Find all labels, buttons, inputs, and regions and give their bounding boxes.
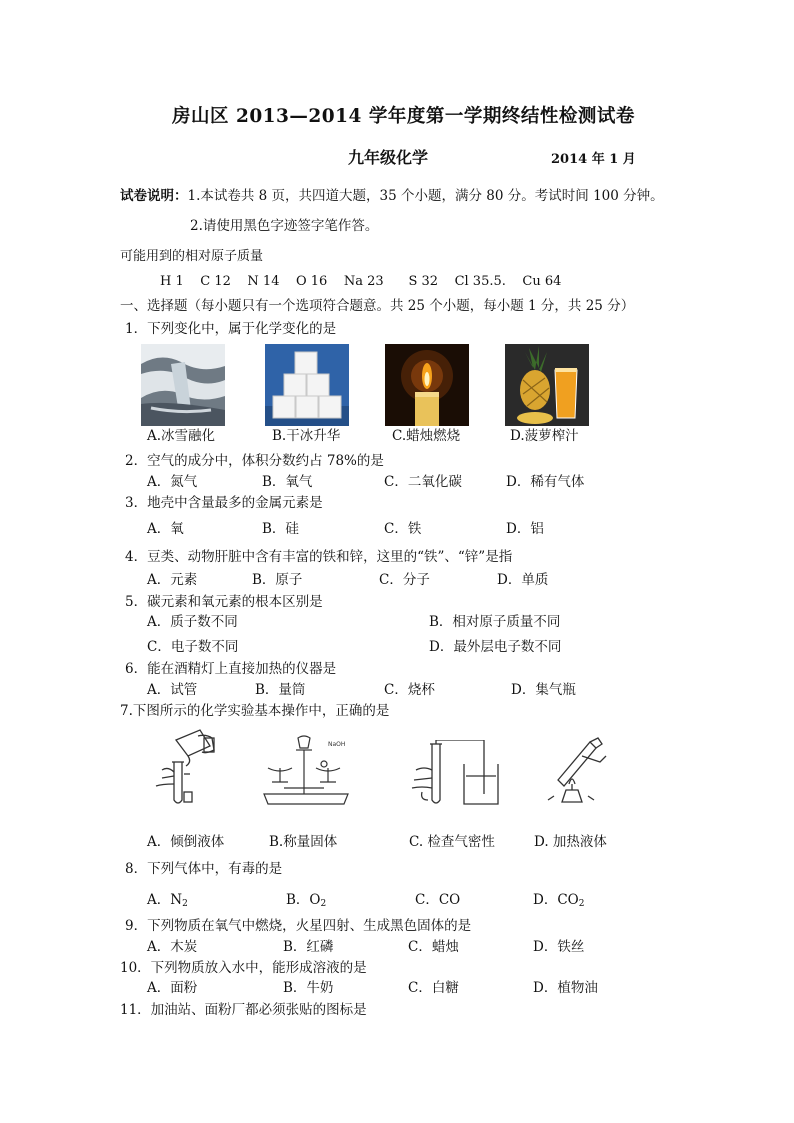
question-8-stem: 8．下列气体中，有毒的是 (125, 861, 283, 877)
q8-option-d-text: D．CO (533, 892, 579, 908)
q8-option-d (533, 892, 584, 910)
q8-option-b (286, 892, 326, 910)
q3-option-d: D．铝 (506, 521, 544, 537)
instructions-line-2: 2.请使用黑色字迹签字笔作答。 (190, 218, 379, 234)
instructions-text-1: 1.本试卷共 8 页，共四道大题，35 个小题，满分 80 分。考试时间 100 分钟。 (187, 188, 664, 204)
q7-option-c: C. 检查气密性 (409, 834, 495, 850)
q9-option-b: B．红磷 (283, 939, 334, 955)
q8-option-b-sub: 2 (320, 899, 327, 909)
naoh-label: NaOH (328, 741, 346, 748)
q9-option-c: C．蜡烛 (408, 939, 459, 955)
q3-option-c: C．铁 (384, 521, 422, 537)
q8-option-a-text: A．N (147, 892, 183, 908)
q6-option-c: C．烧杯 (384, 682, 435, 698)
q9-option-d: D．铁丝 (533, 939, 585, 955)
q1-option-a: A.冰雪融化 (147, 428, 216, 444)
q8-option-b-text: B．O (286, 892, 321, 908)
instructions-line-1 (120, 188, 664, 204)
melting-ice-image (141, 344, 225, 426)
question-10-stem: 10．下列物质放入水中，能形成溶液的是 (120, 960, 367, 976)
question-5-stem: 5．碳元素和氧元素的根本区别是 (125, 594, 323, 610)
q3-option-a: A．氧 (147, 521, 184, 537)
section-heading: 一、选择题（每小题只有一个选项符合题意。共 25 个小题，每小题 1 分，共 25 分） (120, 298, 635, 314)
instructions-label: 试卷说明： (120, 188, 188, 204)
q10-option-c: C．白糖 (408, 980, 459, 996)
q8-option-c: C．CO (415, 892, 461, 908)
q8-option-d-sub: 2 (578, 899, 585, 909)
q1-option-c: C.蜡烛燃烧 (392, 428, 461, 444)
candle-image (385, 344, 469, 426)
question-11-stem: 11．加油站、面粉厂都必须张贴的图标是 (120, 1002, 367, 1018)
q9-option-a: A．木炭 (147, 939, 198, 955)
q7-option-d: D. 加热液体 (534, 834, 607, 850)
question-1-stem: 1．下列变化中，属于化学变化的是 (125, 321, 337, 337)
question-3-stem: 3．地壳中含量最多的金属元素是 (125, 495, 323, 511)
question-4-stem: 4．豆类、动物肝脏中含有丰富的铁和锌，这里的“铁”、“锌”是指 (125, 549, 513, 565)
atomic-mass-values: H 1 C 12 N 14 O 16 Na 23 S 32 Cl 35.5. Cu 64 (160, 274, 562, 289)
question-2-stem: 2．空气的成分中，体积分数约占 78%的是 (125, 453, 384, 469)
q2-option-c: C．二氧化碳 (384, 474, 462, 490)
q1-option-d: D.菠萝榨汁 (510, 428, 579, 444)
q7-option-a: A．倾倒液体 (147, 834, 225, 850)
q6-option-b: B．量筒 (255, 682, 306, 698)
q10-option-d: D．植物油 (533, 980, 598, 996)
question-6-stem: 6．能在酒精灯上直接加热的仪器是 (125, 661, 337, 677)
q2-option-a: A．氮气 (147, 474, 198, 490)
q8-option-a (147, 892, 188, 910)
subject-label: 九年级化学 (348, 148, 429, 167)
q10-option-b: B．牛奶 (283, 980, 334, 996)
exam-date: 2014 年 1 月 (551, 152, 636, 167)
q7-option-b: B.称量固体 (269, 834, 338, 850)
airtightness-check-drawing (392, 740, 504, 808)
pouring-liquid-drawing (148, 726, 220, 808)
q8-option-a-sub: 2 (182, 899, 188, 909)
q4-option-a: A．元素 (147, 572, 198, 588)
question-7-stem: 7.下图所示的化学实验基本操作中，正确的是 (120, 703, 390, 719)
q6-option-a: A．试管 (147, 682, 198, 698)
q1-option-b: B.干冰升华 (272, 428, 341, 444)
exam-title: 房山区 2013—2014 学年度第一学期终结性检测试卷 (172, 106, 635, 127)
pineapple-juice-image (505, 344, 589, 426)
q2-option-d: D．稀有气体 (506, 474, 585, 490)
q5-option-d: D．最外层电子数不同 (429, 639, 562, 655)
atomic-mass-heading: 可能用到的相对原子质量 (120, 249, 264, 264)
q5-option-a: A．质子数不同 (147, 614, 238, 630)
q6-option-d: D．集气瓶 (511, 682, 576, 698)
q4-option-b: B．原子 (252, 572, 303, 588)
dry-ice-image (265, 344, 349, 426)
balance-scale-drawing (254, 734, 358, 806)
q5-option-c: C．电子数不同 (147, 639, 239, 655)
q3-option-b: B．硅 (262, 521, 299, 537)
q2-option-b: B．氧气 (262, 474, 313, 490)
q4-option-c: C．分子 (379, 572, 430, 588)
q5-option-b: B．相对原子质量不同 (429, 614, 561, 630)
q10-option-a: A．面粉 (147, 980, 198, 996)
heating-liquid-drawing (536, 736, 612, 808)
question-9-stem: 9．下列物质在氧气中燃烧，火星四射、生成黑色固体的是 (125, 918, 472, 934)
q4-option-d: D．单质 (497, 572, 549, 588)
